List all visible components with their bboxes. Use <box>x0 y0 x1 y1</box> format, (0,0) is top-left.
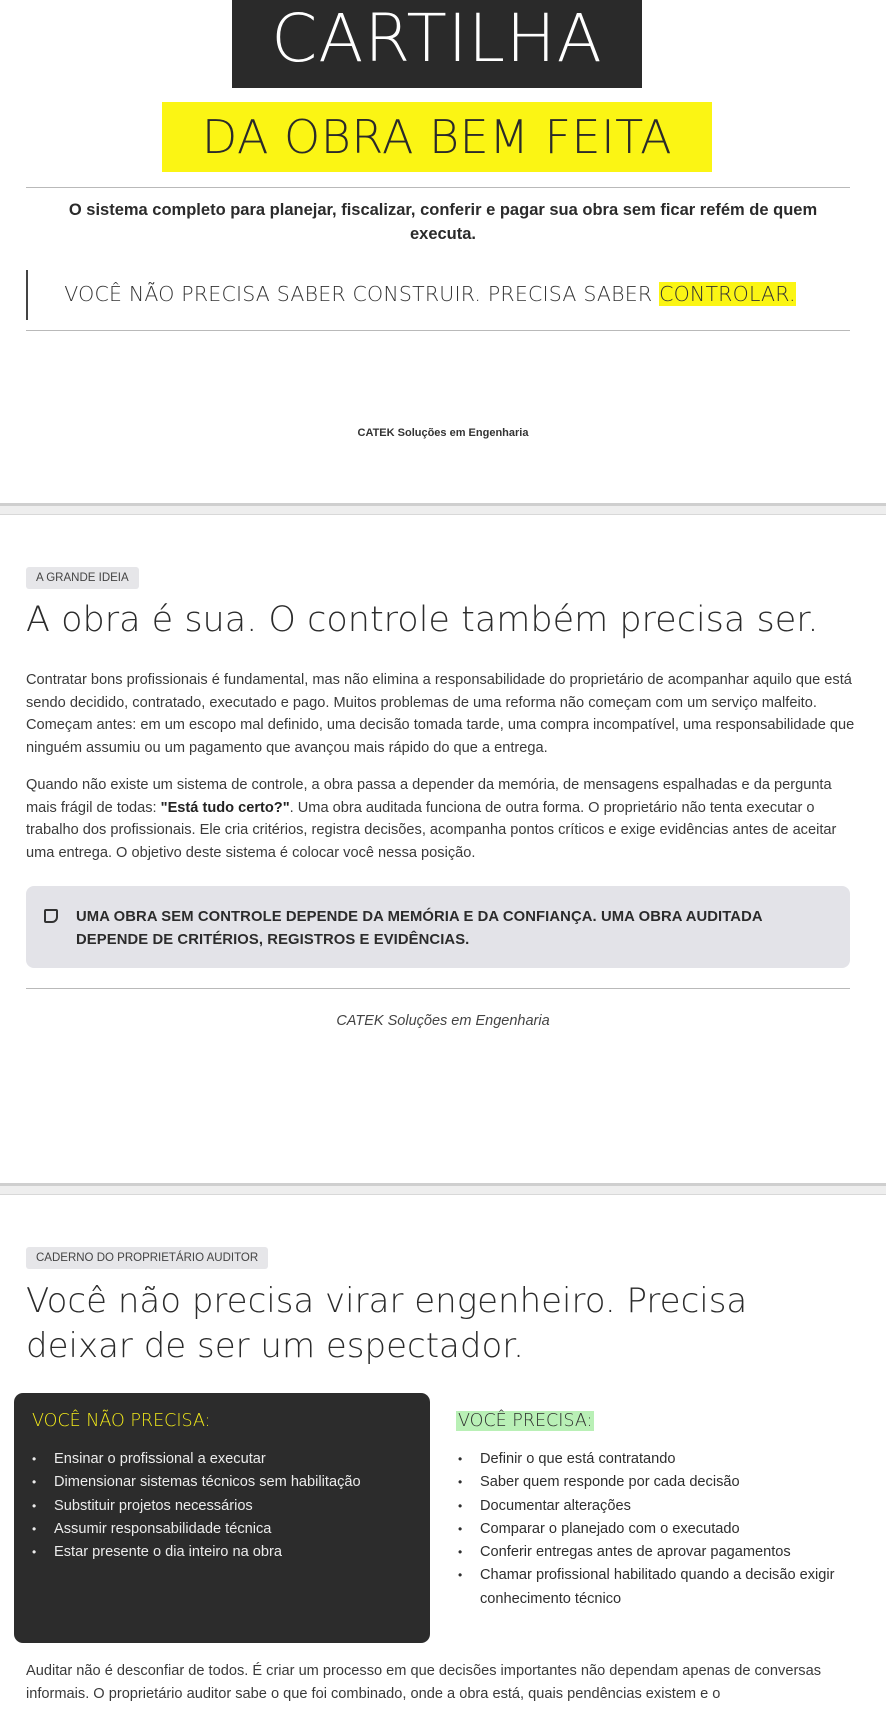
cover-quote <box>30 280 830 308</box>
section-author: CATEK Soluções em Engenharia <box>336 1013 550 1029</box>
list-item: • Comparar o planejado com o executado <box>452 1518 852 1541</box>
section-tag: CADERNO DO PROPRIETÁRIO AUDITOR <box>26 1247 268 1269</box>
section-heading: A obra é sua. O controle também precisa ser. <box>26 600 819 640</box>
not-needed-list <box>26 1448 426 1564</box>
section-heading <box>26 1279 866 1369</box>
note-icon <box>44 909 58 923</box>
cover-quote-highlight: CONTROLAR. <box>659 282 796 306</box>
list-item: • Saber quem responde por cada decisão <box>452 1471 852 1494</box>
cover-subtitle: DA OBRA BEM FEITA <box>162 102 712 172</box>
list-item: • Dimensionar sistemas técnicos sem habilitação <box>26 1471 426 1494</box>
list-item: • Substituir projetos necessários <box>26 1495 426 1518</box>
paragraph <box>26 774 860 864</box>
list-item: • Assumir responsabilidade técnica <box>26 1518 426 1541</box>
divider <box>26 187 850 188</box>
needed-list <box>452 1448 852 1611</box>
list-item: • Conferir entregas antes de aprovar pagamentos <box>452 1541 852 1564</box>
cover-title: CARTILHA <box>232 0 642 88</box>
page-separator <box>0 503 886 515</box>
quote-bar <box>26 270 28 320</box>
list-item: • Chamar profissional habilitado quando a decisão exigir conhecimento técnico <box>452 1564 852 1611</box>
cover-author: CATEK Soluções em Engenharia <box>357 427 529 439</box>
paragraph-text: Quando não existe um sistema de controle, a obra passa a depender da memória, de mensagens espalhadas e da pergunta mais frágil de todas: <box>26 777 832 816</box>
divider <box>26 330 850 331</box>
paragraph-bold: "Está tudo certo?" <box>160 799 290 816</box>
list-item: • Documentar alterações <box>452 1495 852 1518</box>
section-tag: A GRANDE IDEIA <box>26 567 139 589</box>
section-heading-line: deixar de ser um espectador. <box>26 1326 524 1366</box>
needed-title-wrap <box>456 1409 594 1433</box>
paragraph-text: . Uma obra auditada funciona de outra forma. O proprietário não tenta executar o trabalho dos profissionais. Ele cria critérios, registra decisões, acompanha pontos críticos e exige evidências antes de aceitar uma entrega. O objetivo deste sistema é colocar você nessa posição. <box>26 799 837 861</box>
cover-quote-main: VOCÊ NÃO PRECISA SABER CONSTRUIR. PRECISA SABER <box>64 282 660 306</box>
section-heading-line: Você não precisa virar engenheiro. Precisa <box>26 1281 748 1321</box>
page-separator <box>0 1183 886 1195</box>
paragraph: Contratar bons profissionais é fundamental, mas não elimina a responsabilidade do proprietário de acompanhar aquilo que está sendo decidido, contratado, executado e pago. Muitos problemas de uma reforma não começam com um serviço malfeito. Começam antes: em um escopo mal definido, uma decisão tomada tarde, uma compra incompatível, uma responsabilidade que ninguém assumiu ou um pagamento que avançou mais rápido do que a entrega. <box>26 672 855 756</box>
divider <box>26 988 850 989</box>
list-item: • Definir o que está contratando <box>452 1448 852 1471</box>
needed-title: VOCÊ PRECISA: <box>458 1411 593 1431</box>
callout-text: UMA OBRA SEM CONTROLE DEPENDE DA MEMÓRIA E DA CONFIANÇA. UMA OBRA AUDITADA DEPENDE DE CRITÉRIOS, REGISTROS E EVIDÊNCIAS. <box>76 909 763 948</box>
cover-tagline: O sistema completo para planejar, fiscalizar, conferir e pagar sua obra sem ficar refém de quem executa. <box>68 201 818 243</box>
list-item: • Estar presente o dia inteiro na obra <box>26 1541 426 1564</box>
not-needed-title: VOCÊ NÃO PRECISA: <box>32 1411 211 1431</box>
closing-paragraph: Auditar não é desconfiar de todos. É criar um processo em que decisões importantes não dependam apenas de conversas informais. O proprietário auditor sabe o que foi combinado, onde a obra está, quais pendências existem e o <box>26 1663 822 1702</box>
list-item: • Ensinar o profissional a executar <box>26 1448 426 1471</box>
